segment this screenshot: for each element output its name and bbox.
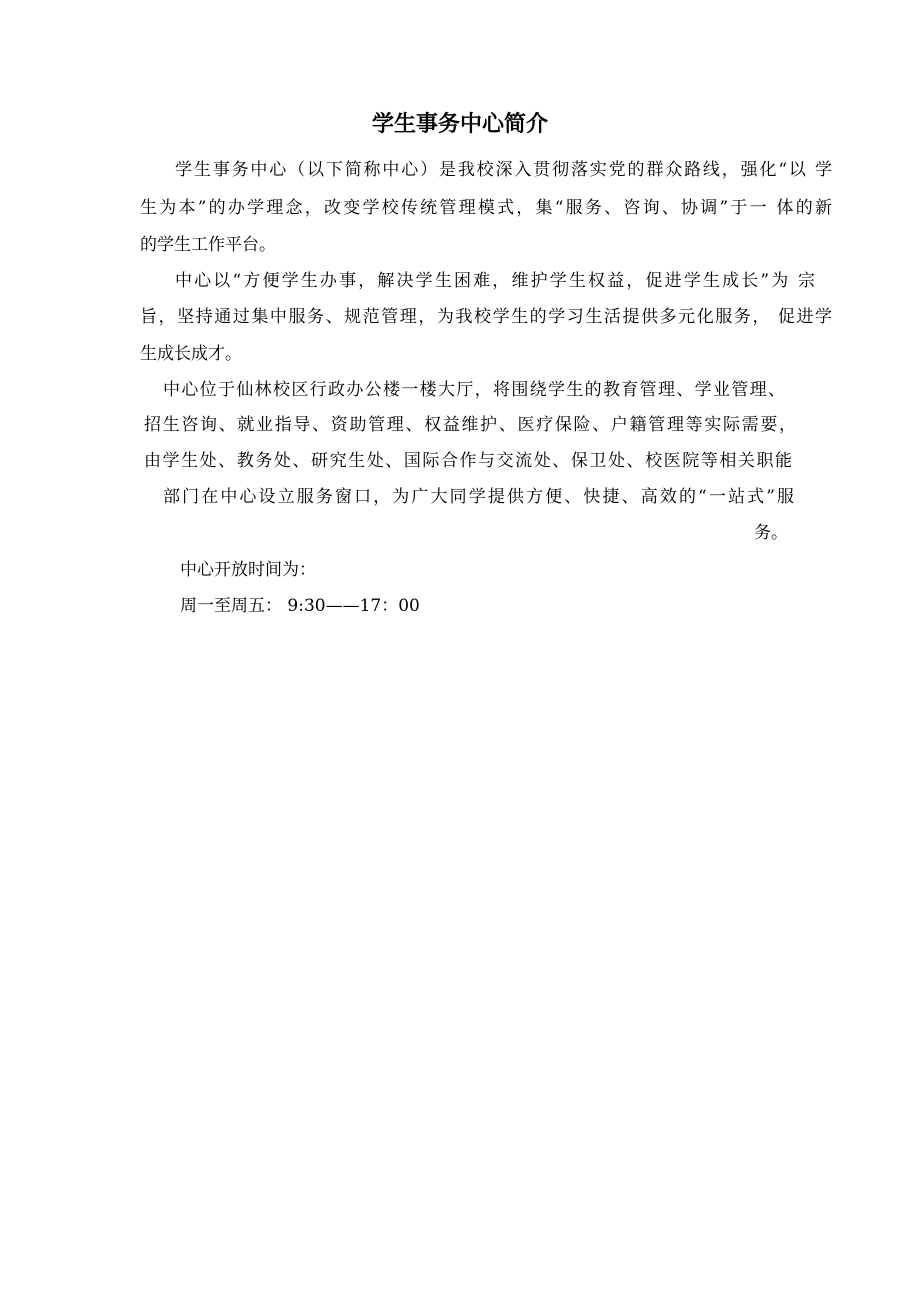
- paragraph-1-line-1: 学生事务中心（以下简称中心）是我校深入贯彻落实党的群众路线，强化“以 学: [175, 160, 832, 180]
- paragraph-3-line-5: 务。: [754, 523, 788, 543]
- paragraph-2-line-3: 生成长成才。: [140, 344, 242, 364]
- paragraph-2-line-2: 旨，坚持通过集中服务、规范管理，为我校学生的学习生活提供多元化服务， 促进学: [140, 307, 832, 327]
- paragraph-1-line-3: 的学生工作平台。: [140, 235, 276, 255]
- document-title: 学生事务中心简介: [371, 112, 548, 137]
- paragraph-1-line-2: 生为本”的办学理念，改变学校传统管理模式，集“服务、咨询、协调”于一 体的新: [140, 198, 832, 218]
- paragraph-3-line-3: 由学生处、教务处、研究生处、国际合作与交流处、保卫处、校医院等相关职能: [144, 451, 792, 471]
- paragraph-3-line-1: 中心位于仙林校区行政办公楼一楼大厅，将围绕学生的教育管理、学业管理、: [163, 380, 785, 400]
- hours-label: 中心开放时间为：: [180, 560, 316, 580]
- paragraph-2-line-1: 中心以“方便学生办事，解决学生困难，维护学生权益，促进学生成长”为 宗: [175, 271, 815, 291]
- hours-value: 周一至周五： 9:30——17：00: [180, 596, 420, 616]
- paragraph-3-line-4: 部门在中心设立服务窗口，为广大同学提供方便、快捷、高效的“一站式”服: [163, 487, 794, 507]
- paragraph-3-line-2: 招生咨询、就业指导、资助管理、权益维护、医疗保险、户籍管理等实际需要，: [144, 415, 796, 435]
